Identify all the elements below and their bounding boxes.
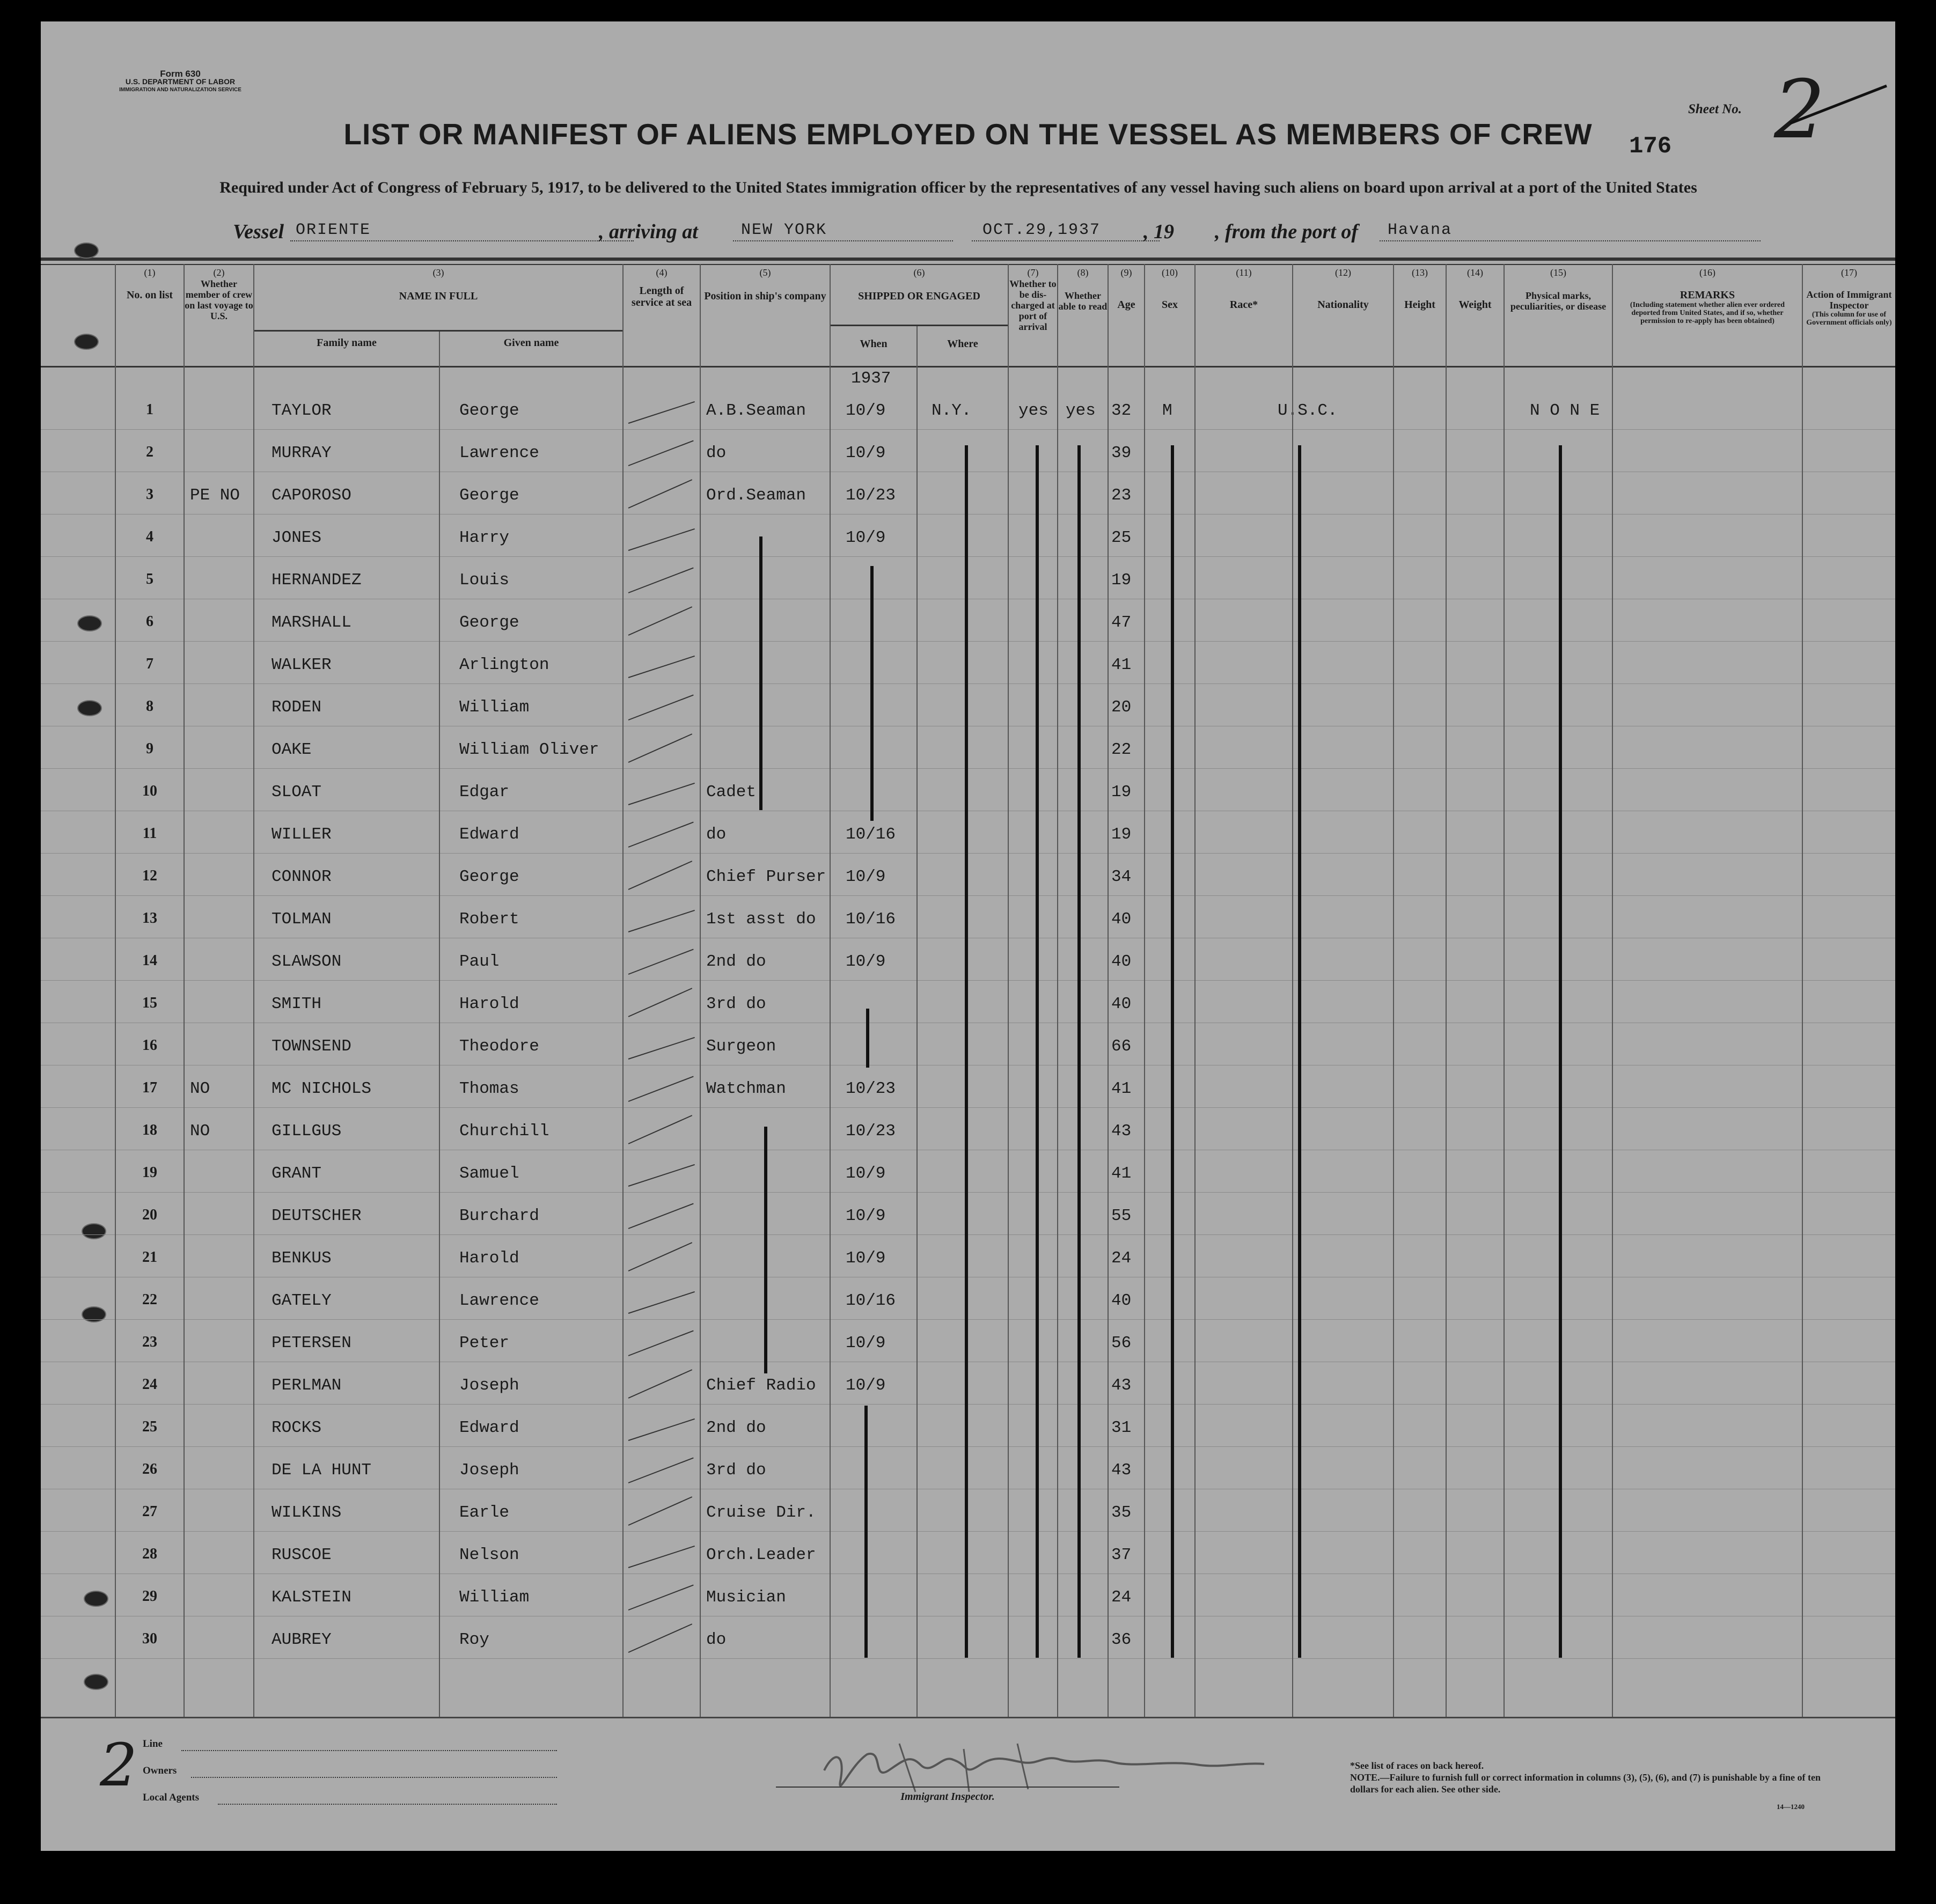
service-length-mark <box>628 861 693 890</box>
age-cell: 32 <box>1111 401 1132 420</box>
position-cell: 3rd do <box>706 995 766 1013</box>
inspector-label: Immigrant Inspector. <box>900 1791 995 1803</box>
age-cell: 43 <box>1111 1376 1132 1395</box>
race-note: *See list of races on back hereof. <box>1350 1760 1484 1771</box>
given-name-cell: Edward <box>459 1418 519 1437</box>
age-cell: 23 <box>1111 486 1132 505</box>
service-length-mark <box>628 567 694 593</box>
given-name-cell: Lawrence <box>459 1291 539 1310</box>
service-length-mark <box>628 1369 693 1399</box>
family-name-cell: SMITH <box>272 995 322 1013</box>
row-number: 11 <box>142 825 157 842</box>
ditto-line <box>1036 445 1039 1658</box>
last-voyage-cell: PE NO <box>190 486 240 505</box>
col-header-11: (11) Race* <box>1229 267 1258 311</box>
form-info <box>84 70 277 94</box>
col-header-1: (1) No. on list <box>126 267 173 301</box>
family-name-cell: CONNOR <box>272 868 332 886</box>
given-name-cell: Arlington <box>459 656 549 674</box>
row-number: 20 <box>142 1207 157 1223</box>
shipped-when-cell: 10/9 <box>846 401 886 420</box>
family-name-cell: TAYLOR <box>272 401 332 420</box>
service-length-mark <box>628 1076 694 1101</box>
family-name-cell: AUBREY <box>272 1630 332 1649</box>
family-name-cell: PERLMAN <box>272 1376 342 1395</box>
service-length-mark <box>628 1584 694 1610</box>
ditto-line <box>759 536 762 810</box>
age-cell: 40 <box>1111 952 1132 971</box>
position-cell: Cadet <box>706 783 757 802</box>
position-cell: 2nd do <box>706 952 766 971</box>
row-number: 27 <box>142 1503 157 1520</box>
given-name-cell: Harold <box>459 1249 519 1268</box>
service-length-mark <box>628 1457 694 1483</box>
family-name-cell: MC NICHOLS <box>272 1079 372 1098</box>
given-name-cell: Edgar <box>459 783 510 802</box>
position-cell: do <box>706 444 727 462</box>
given-name-cell: Churchill <box>459 1122 549 1141</box>
given-name-cell: Joseph <box>459 1376 519 1395</box>
shipped-when-cell: 10/16 <box>846 825 896 844</box>
binder-hole <box>82 1306 106 1322</box>
row-number: 12 <box>142 868 157 884</box>
position-cell: Cruise Dir. <box>706 1503 816 1522</box>
ditto-line <box>1077 445 1081 1658</box>
family-name-cell: GATELY <box>272 1291 332 1310</box>
given-name-cell: Robert <box>459 910 519 929</box>
family-name-cell: RODEN <box>272 698 322 717</box>
row-number: 19 <box>142 1164 157 1181</box>
row-number: 29 <box>142 1588 157 1605</box>
department-name: U.S. DEPARTMENT OF LABOR <box>125 77 236 86</box>
position-cell: do <box>706 825 727 844</box>
row-number: 7 <box>146 656 153 672</box>
service-length-mark <box>628 821 694 847</box>
row-number: 23 <box>142 1334 157 1350</box>
family-name-cell: OAKE <box>272 740 312 759</box>
note-prefix: NOTE. <box>1350 1772 1380 1783</box>
family-name-cell: KALSTEIN <box>272 1588 351 1607</box>
row-number: 8 <box>146 698 153 715</box>
service-length-mark <box>628 1203 694 1229</box>
ditto-line <box>1559 445 1562 1658</box>
age-cell: 43 <box>1111 1122 1132 1141</box>
row-number: 22 <box>142 1291 157 1308</box>
position-cell: Chief Purser <box>706 868 826 886</box>
vessel-label: Vessel <box>233 220 284 243</box>
row-number: 14 <box>142 952 157 969</box>
family-name-cell: JONES <box>272 528 322 547</box>
service-length-mark <box>628 401 695 424</box>
family-name-cell: TOLMAN <box>272 910 332 929</box>
shipped-when-cell: 10/9 <box>846 1376 886 1395</box>
age-cell: 41 <box>1111 656 1132 674</box>
age-cell: 25 <box>1111 528 1132 547</box>
service-length-mark <box>628 1115 693 1144</box>
row-number: 3 <box>146 486 153 503</box>
col-header-4: (4) Length of service at sea <box>631 267 692 308</box>
service-length-mark <box>628 988 693 1017</box>
age-cell: 40 <box>1111 910 1132 929</box>
age-cell: 19 <box>1111 825 1132 844</box>
family-name-cell: TOWNSEND <box>272 1037 351 1056</box>
col-header-9: (9) Age <box>1117 267 1135 311</box>
age-cell: 43 <box>1111 1461 1132 1480</box>
manifest-sheet <box>41 21 1895 1851</box>
row-number: 26 <box>142 1461 157 1477</box>
col-header-given: Given name <box>503 337 559 349</box>
given-name-cell: Thomas <box>459 1079 519 1098</box>
position-cell: 1st asst do <box>706 910 816 929</box>
ditto-line <box>864 1406 868 1658</box>
arriving-port: NEW YORK <box>741 221 827 239</box>
given-name-cell: Theodore <box>459 1037 539 1056</box>
position-cell: Musician <box>706 1588 786 1607</box>
age-cell: 55 <box>1111 1207 1132 1225</box>
family-name-cell: CAPOROSO <box>272 486 351 505</box>
last-voyage-cell: NO <box>190 1079 210 1098</box>
col-header-2: (2) Whether member of crew on last voyage to U.S. <box>185 267 253 321</box>
service-length-mark <box>628 1291 695 1314</box>
given-name-cell: Harold <box>459 995 519 1013</box>
given-name-cell: Burchard <box>459 1207 539 1225</box>
given-name-cell: Harry <box>459 528 510 547</box>
service-length-mark <box>628 1330 694 1356</box>
col-header-6: (6) SHIPPED OR ENGAGED <box>858 267 980 302</box>
given-name-cell: Peter <box>459 1334 510 1352</box>
sheet-number-flourish <box>1779 75 1895 134</box>
family-name-cell: MARSHALL <box>272 613 351 632</box>
service-length-mark <box>628 440 694 466</box>
col-header-13: (13) Height <box>1404 267 1435 311</box>
shipped-when-cell: 10/16 <box>846 1291 896 1310</box>
family-name-cell: WALKER <box>272 656 332 674</box>
family-name-cell: WILLER <box>272 825 332 844</box>
position-cell: A.B.Seaman <box>706 401 806 420</box>
ditto-line <box>866 1009 869 1068</box>
shipped-where-cell: N.Y. <box>932 401 972 420</box>
row-number: 17 <box>142 1079 157 1096</box>
from-port-label: , from the port of <box>1215 220 1359 243</box>
shipped-when-cell: 10/9 <box>846 1334 886 1352</box>
family-name-cell: PETERSEN <box>272 1334 351 1352</box>
note-text: —Failure to furnish full or correct information in columns (3), (5), (6), and (7) is punishable by a fine of ten dollars for each alien. See other side. <box>1350 1772 1821 1795</box>
document-subtitle: Required under Act of Congress of February 5, 1917, to be delivered to the United States immigration officer by the representatives of any vessel having such aliens on board upon arrival at a port of the United States <box>219 179 1697 196</box>
shipped-when-cell: 10/23 <box>846 1079 896 1098</box>
given-name-cell: Louis <box>459 571 510 590</box>
col-header-7: (7) Whether to be dis-charged at port of arrival <box>1009 267 1057 332</box>
service-length-mark <box>628 1037 695 1060</box>
row-number: 2 <box>146 444 153 460</box>
service-length-mark <box>628 1496 693 1526</box>
shipped-when-cell: 10/9 <box>846 528 886 547</box>
col-header-17: (17) Action of Immigrant Inspector (This column for use of Government officials only) <box>1806 267 1892 327</box>
given-name-cell: Paul <box>459 952 500 971</box>
age-cell: 66 <box>1111 1037 1132 1056</box>
family-name-cell: GILLGUS <box>272 1122 342 1141</box>
position-cell: Chief Radio <box>706 1376 816 1395</box>
service-length-mark <box>628 1418 695 1441</box>
service-length-mark <box>628 528 695 551</box>
discharged-cell: yes <box>1018 401 1048 420</box>
service-length-mark <box>628 694 694 720</box>
given-name-cell: Nelson <box>459 1546 519 1564</box>
binder-hole <box>77 615 102 631</box>
vessel-name: ORIENTE <box>296 221 371 239</box>
col-header-3: (3) NAME IN FULL <box>399 267 478 302</box>
family-name-cell: MURRAY <box>272 444 332 462</box>
family-name-cell: BENKUS <box>272 1249 332 1268</box>
given-name-cell: Joseph <box>459 1461 519 1480</box>
nationality-cell: U.S.C. <box>1278 401 1338 420</box>
document-title: LIST OR MANIFEST OF ALIENS EMPLOYED ON THE VESSEL AS MEMBERS OF CREW <box>343 117 1593 151</box>
footer-notes <box>1350 1760 1833 1795</box>
row-number: 18 <box>142 1122 157 1138</box>
age-cell: 34 <box>1111 868 1132 886</box>
binder-hole <box>77 700 102 716</box>
form-number: Form 630 <box>160 69 201 79</box>
binder-hole <box>84 1674 108 1690</box>
binder-hole <box>74 242 99 259</box>
row-number: 16 <box>142 1037 157 1054</box>
row-number: 15 <box>142 995 157 1011</box>
age-cell: 56 <box>1111 1334 1132 1352</box>
physical-marks-cell: N O N E <box>1530 401 1600 420</box>
service-length-mark <box>628 606 693 636</box>
shipped-when-cell: 10/9 <box>846 952 886 971</box>
given-name-cell: Edward <box>459 825 519 844</box>
family-name-cell: ROCKS <box>272 1418 322 1437</box>
service-length-mark <box>628 656 695 678</box>
row-number: 1 <box>146 401 153 418</box>
age-cell: 31 <box>1111 1418 1132 1437</box>
position-cell: Orch.Leader <box>706 1546 816 1564</box>
age-cell: 35 <box>1111 1503 1132 1522</box>
service-length-mark <box>628 949 694 974</box>
shipped-when-cell: 10/9 <box>846 444 886 462</box>
year-row: 1937 <box>851 369 891 388</box>
shipped-when-cell: 10/9 <box>846 1249 886 1268</box>
family-name-cell: SLAWSON <box>272 952 342 971</box>
service-length-mark <box>628 479 693 509</box>
row-number: 21 <box>142 1249 157 1266</box>
service-length-mark <box>628 910 695 932</box>
last-voyage-cell: NO <box>190 1122 210 1141</box>
given-name-cell: Samuel <box>459 1164 519 1183</box>
shipped-when-cell: 10/9 <box>846 1207 886 1225</box>
given-name-cell: George <box>459 486 519 505</box>
given-name-cell: Earle <box>459 1503 510 1522</box>
arriving-label: , arriving at <box>599 220 698 243</box>
sheet-label: Sheet No. <box>1688 102 1742 116</box>
binder-hole <box>84 1591 108 1607</box>
service-name: IMMIGRATION AND NATURALIZATION SERVICE <box>119 87 241 93</box>
position-cell: Surgeon <box>706 1037 776 1056</box>
family-name-cell: GRANT <box>272 1164 322 1183</box>
col-header-10: (10) Sex <box>1162 267 1178 311</box>
row-number: 25 <box>142 1418 157 1435</box>
col-header-8: (8) Whether able to read <box>1058 267 1108 312</box>
col-header-family: Family name <box>317 337 377 349</box>
shipped-when-cell: 10/23 <box>846 1122 896 1141</box>
ditto-line <box>764 1127 767 1373</box>
service-length-mark <box>628 733 693 763</box>
footer-handwritten-number: 2 <box>100 1731 137 1799</box>
from-port: Havana <box>1388 221 1453 239</box>
service-length-mark <box>628 1164 695 1187</box>
given-name-cell: Lawrence <box>459 444 539 462</box>
family-name-cell: WILKINS <box>272 1503 342 1522</box>
position-cell: do <box>706 1630 727 1649</box>
family-name-cell: RUSCOE <box>272 1546 332 1564</box>
service-length-mark <box>628 1623 693 1653</box>
year-label: , 19 <box>1143 220 1174 243</box>
given-name-cell: William <box>459 698 530 717</box>
given-name-cell: William <box>459 1588 530 1607</box>
given-name-cell: George <box>459 868 519 886</box>
family-name-cell: SLOAT <box>272 783 322 802</box>
row-number: 5 <box>146 571 153 587</box>
row-number: 6 <box>146 613 153 630</box>
age-cell: 47 <box>1111 613 1132 632</box>
given-name-cell: George <box>459 401 519 420</box>
given-name-cell: Roy <box>459 1630 489 1649</box>
ditto-line <box>965 445 968 1658</box>
sex-cell: M <box>1162 401 1172 420</box>
given-name-cell: George <box>459 613 519 632</box>
row-number: 10 <box>142 783 157 799</box>
age-cell: 36 <box>1111 1630 1132 1649</box>
position-cell: Ord.Seaman <box>706 486 806 505</box>
family-name-cell: DE LA HUNT <box>272 1461 372 1480</box>
position-cell: 2nd do <box>706 1418 766 1437</box>
ditto-line <box>1298 445 1301 1658</box>
position-cell: 3rd do <box>706 1461 766 1480</box>
col-header-14: (14) Weight <box>1458 267 1492 311</box>
ditto-line <box>870 566 874 821</box>
form-code: 14—1240 <box>1777 1803 1805 1811</box>
service-length-mark <box>628 1242 693 1271</box>
age-cell: 19 <box>1111 571 1132 590</box>
family-name-cell: DEUTSCHER <box>272 1207 362 1225</box>
col-header-15: (15) Physical marks, peculiarities, or disease <box>1510 267 1607 312</box>
position-cell: Watchman <box>706 1079 786 1098</box>
shipped-when-cell: 10/23 <box>846 486 896 505</box>
col-header-16: (16) REMARKS (Including statement whether alien ever ordered deported from United States, and if so, whether permission to re-apply has been obtained) <box>1630 267 1785 325</box>
row-number: 9 <box>146 740 153 757</box>
service-length-mark <box>628 783 695 805</box>
age-cell: 37 <box>1111 1546 1132 1564</box>
ditto-line <box>1171 445 1174 1658</box>
row-number: 24 <box>142 1376 157 1393</box>
age-cell: 20 <box>1111 698 1132 717</box>
sheet-number-handwritten: 2 <box>1774 63 1825 157</box>
shipped-when-cell: 10/9 <box>846 868 886 886</box>
line-label: Line <box>143 1738 163 1749</box>
row-number: 30 <box>142 1630 157 1647</box>
able-to-read-cell: yes <box>1066 401 1096 420</box>
service-length-mark <box>628 1546 695 1568</box>
shipped-when-cell: 10/9 <box>846 1164 886 1183</box>
page-number: 176 <box>1629 133 1672 160</box>
owners-label: Owners <box>143 1765 177 1776</box>
binder-hole <box>74 334 99 350</box>
age-cell: 41 <box>1111 1079 1132 1098</box>
age-cell: 41 <box>1111 1164 1132 1183</box>
col-header-when: When <box>860 338 888 350</box>
col-header-12: (12) Nationality <box>1317 267 1369 311</box>
given-name-cell: William Oliver <box>459 740 599 759</box>
local-agents-label: Local Agents <box>143 1792 200 1803</box>
row-number: 28 <box>142 1546 157 1562</box>
row-number: 4 <box>146 528 153 545</box>
age-cell: 40 <box>1111 1291 1132 1310</box>
age-cell: 40 <box>1111 995 1132 1013</box>
col-header-5: (5) Position in ship's company <box>704 267 826 302</box>
row-number: 13 <box>142 910 157 927</box>
col-header-where: Where <box>947 338 978 350</box>
shipped-when-cell: 10/16 <box>846 910 896 929</box>
age-cell: 24 <box>1111 1249 1132 1268</box>
arrival-date: OCT.29,1937 <box>982 221 1101 239</box>
age-cell: 19 <box>1111 783 1132 802</box>
age-cell: 39 <box>1111 444 1132 462</box>
binder-hole <box>82 1223 106 1239</box>
family-name-cell: HERNANDEZ <box>272 571 362 590</box>
age-cell: 24 <box>1111 1588 1132 1607</box>
age-cell: 22 <box>1111 740 1132 759</box>
